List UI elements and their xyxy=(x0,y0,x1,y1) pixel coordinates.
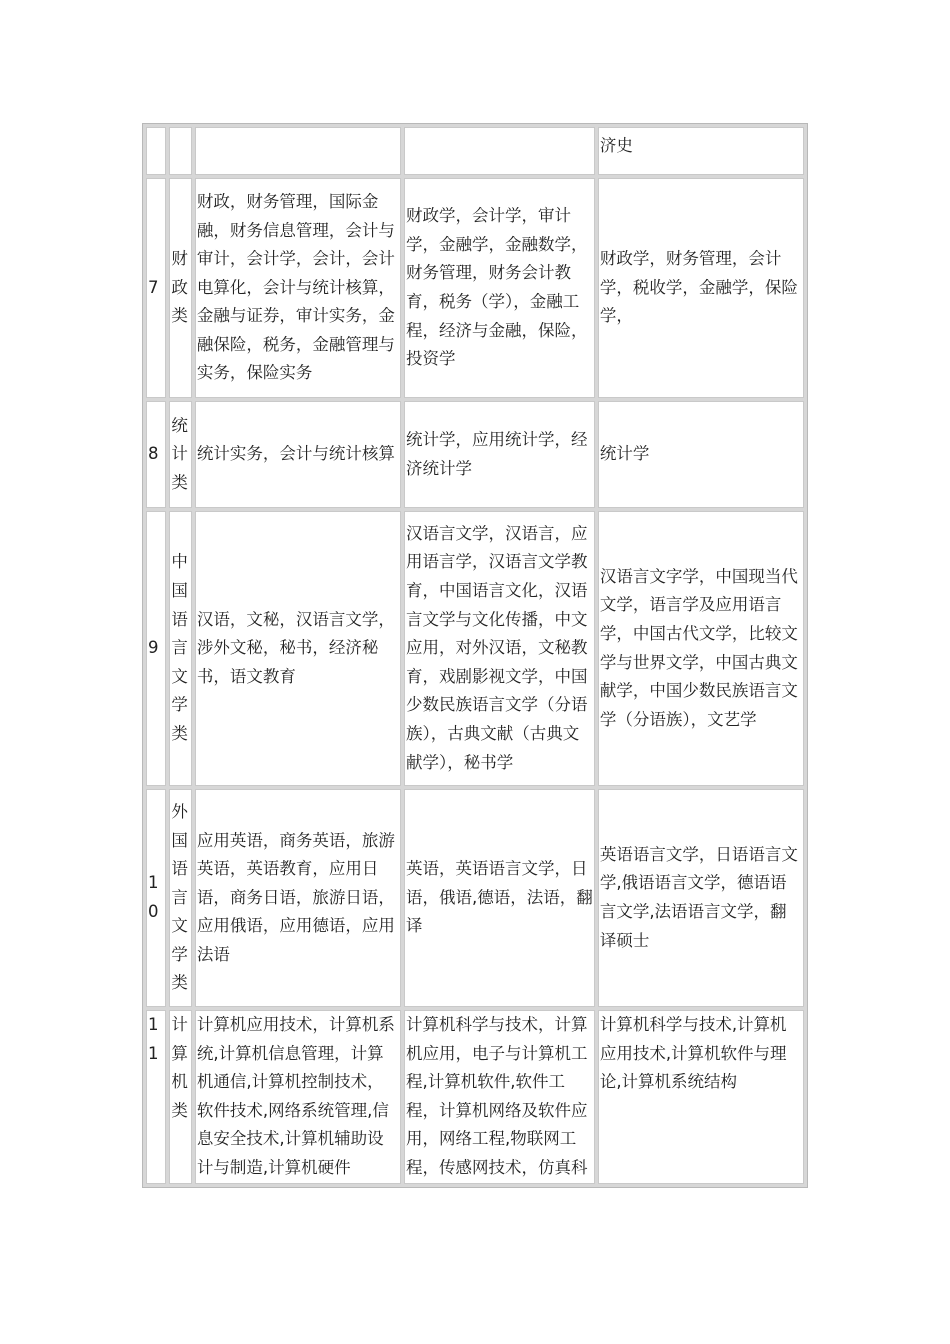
table-row xyxy=(146,1010,804,1184)
category-name: 财政类 xyxy=(169,178,191,398)
category-name xyxy=(169,127,191,175)
category-name: 统计类 xyxy=(169,401,191,508)
category-name: 计算机类 xyxy=(169,1010,191,1184)
undergraduate-majors-cell: 财政学，会计学，审计学，金融学，金融数学，财务管理，财务会计教育，税务（学），金融工程，经济与金融，保险，投资学 xyxy=(404,178,595,398)
graduate-majors-cell: 计算机科学与技术,计算机应用技术,计算机软件与理论,计算机系统结构 xyxy=(598,1010,804,1184)
graduate-majors-cell: 财政学，财务管理，会计学，税收学，金融学，保险学， xyxy=(598,178,804,398)
table-row xyxy=(146,401,804,508)
row-number: 7 xyxy=(146,178,166,398)
major-category-table xyxy=(142,123,808,1188)
vocational-majors-cell: 财政，财务管理，国际金融，财务信息管理，会计与审计，会计学，会计，会计电算化，会计与统计核算，金融与证券，审计实务，金融保险，税务，金融管理与实务，保险实务 xyxy=(195,178,401,398)
row-number: 8 xyxy=(146,401,166,508)
table-row xyxy=(146,789,804,1007)
vocational-majors-cell: 汉语，文秘，汉语言文学，涉外文秘，秘书，经济秘书，语文教育 xyxy=(195,511,401,786)
vocational-majors-cell xyxy=(195,127,401,175)
undergraduate-majors-cell: 计算机科学与技术，计算机应用，电子与计算机工程,计算机软件,软件工程，计算机网络及软件应用，网络工程,物联网工程，传感网技术，仿真科 xyxy=(404,1010,595,1184)
vocational-majors-cell: 计算机应用技术，计算机系统,计算机信息管理，计算机通信,计算机控制技术，软件技术,网络系统管理,信息安全技术,计算机辅助设计与制造,计算机硬件 xyxy=(195,1010,401,1184)
graduate-majors-cell: 济史 xyxy=(598,127,804,175)
table-row xyxy=(146,511,804,786)
row-number: 11 xyxy=(146,1010,166,1184)
document-table-container xyxy=(142,123,808,1188)
table-row xyxy=(146,178,804,398)
vocational-majors-cell: 统计实务，会计与统计核算 xyxy=(195,401,401,508)
row-number: 9 xyxy=(146,511,166,786)
table-row xyxy=(146,127,804,175)
row-number xyxy=(146,127,166,175)
row-number: 10 xyxy=(146,789,166,1007)
category-name: 外国语言文学类 xyxy=(169,789,191,1007)
graduate-majors-cell: 汉语言文字学，中国现当代文学，语言学及应用语言学，中国古代文学，比较文学与世界文学，中国古典文献学，中国少数民族语言文学（分语族），文艺学 xyxy=(598,511,804,786)
undergraduate-majors-cell: 统计学，应用统计学，经济统计学 xyxy=(404,401,595,508)
undergraduate-majors-cell xyxy=(404,127,595,175)
undergraduate-majors-cell: 英语，英语语言文学，日语，俄语,德语，法语，翻译 xyxy=(404,789,595,1007)
graduate-majors-cell: 英语语言文学，日语语言文学,俄语语言文学，德语语言文学,法语语言文学，翻译硕士 xyxy=(598,789,804,1007)
vocational-majors-cell: 应用英语，商务英语，旅游英语，英语教育，应用日语，商务日语，旅游日语，应用俄语，应用德语，应用法语 xyxy=(195,789,401,1007)
category-name: 中国语言文学类 xyxy=(169,511,191,786)
undergraduate-majors-cell: 汉语言文学，汉语言，应用语言学，汉语言文学教育，中国语言文化，汉语言文学与文化传播，中文应用，对外汉语，文秘教育，戏剧影视文学，中国少数民族语言文学（分语族），古典文献（古典文献学），秘书学 xyxy=(404,511,595,786)
graduate-majors-cell: 统计学 xyxy=(598,401,804,508)
